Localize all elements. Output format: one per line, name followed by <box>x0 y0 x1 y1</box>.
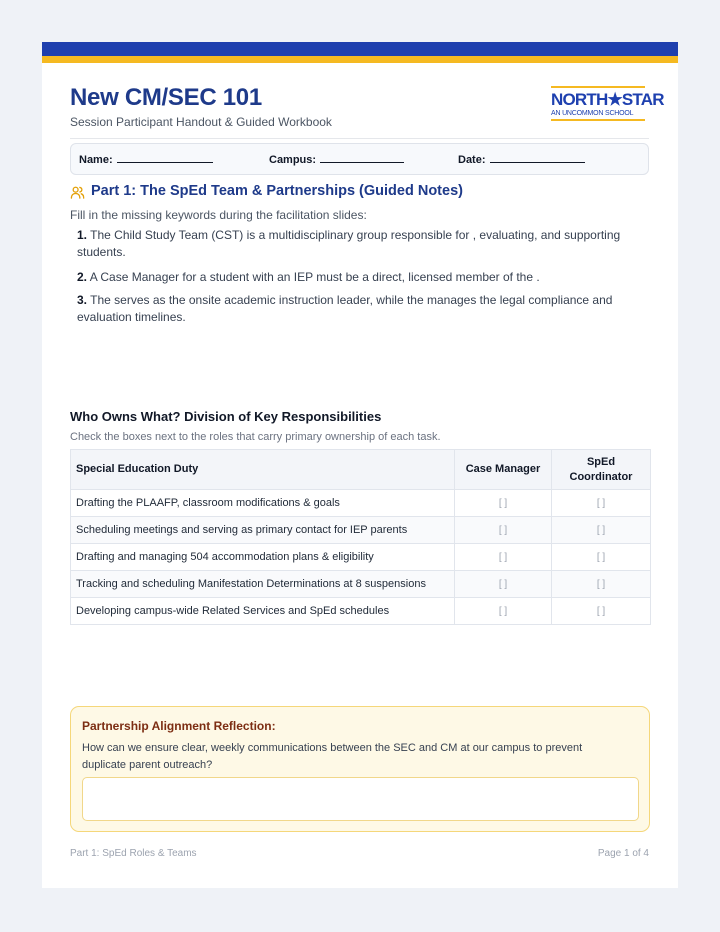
participant-info-box <box>70 143 649 175</box>
duty-cell: Scheduling meetings and serving as primary contact for IEP parents <box>71 517 455 544</box>
case-manager-checkbox[interactable]: [ ] <box>455 490 552 517</box>
coordinator-checkbox[interactable]: [ ] <box>552 490 651 517</box>
logo-top-rule <box>551 86 645 88</box>
fill-in-instructions: Fill in the missing keywords during the facilitation slides: <box>70 208 367 222</box>
logo-tagline: AN UNCOMMON SCHOOL <box>551 110 634 117</box>
logo-wordmark: NORTH★STAR <box>551 90 664 109</box>
coordinator-checkbox[interactable]: [ ] <box>552 598 651 625</box>
note-text: The serves as the onsite academic instruction leader, while the manages the legal compliance and evaluation timelines. <box>77 293 613 324</box>
duty-cell: Developing campus-wide Related Services and SpEd schedules <box>71 598 455 625</box>
case-manager-checkbox[interactable]: [ ] <box>455 598 552 625</box>
table-row <box>71 598 651 625</box>
note-number: 3. <box>77 293 88 307</box>
handout-page <box>42 42 678 888</box>
header-divider <box>70 138 649 139</box>
case-manager-checkbox[interactable]: [ ] <box>455 544 552 571</box>
header-yellow-bar <box>42 56 678 63</box>
guided-note-2 <box>77 269 642 286</box>
case-manager-checkbox[interactable]: [ ] <box>455 517 552 544</box>
reflection-question: How can we ensure clear, weekly communications between the SEC and CM at our campus to prevent duplicate parent outreach? <box>82 742 583 771</box>
campus-label: Campus: <box>269 154 317 166</box>
page-subtitle: Session Participant Handout & Guided Workbook <box>70 115 332 129</box>
coordinator-checkbox[interactable]: [ ] <box>552 517 651 544</box>
responsibilities-table <box>70 449 651 625</box>
reflection-answer-field[interactable] <box>82 777 639 821</box>
date-label: Date: <box>458 154 486 166</box>
reflection-box <box>70 706 650 832</box>
date-blank-line[interactable] <box>490 153 585 163</box>
duty-cell: Drafting and managing 504 accommodation plans & eligibility <box>71 544 455 571</box>
footer-section-label: Part 1: SpEd Roles & Teams <box>70 848 197 859</box>
duty-cell: Drafting the PLAAFP, classroom modifications & goals <box>71 490 455 517</box>
column-header-sped-coordinator: SpEd Coordinator <box>552 450 651 490</box>
note-number: 2. <box>77 270 88 284</box>
date-field[interactable] <box>458 153 585 166</box>
reflection-title: Partnership Alignment Reflection: <box>82 719 276 733</box>
note-number: 1. <box>77 228 88 242</box>
name-blank-line[interactable] <box>117 153 213 163</box>
responsibilities-title: Who Owns What? Division of Key Responsibilities <box>70 409 382 424</box>
name-field[interactable] <box>79 153 213 166</box>
north-star-logo <box>551 86 664 120</box>
campus-blank-line[interactable] <box>320 153 404 163</box>
footer-page-number: Page 1 of 4 <box>597 848 649 859</box>
table-row <box>71 517 651 544</box>
column-header-duty: Special Education Duty <box>71 450 455 490</box>
note-text: The Child Study Team (CST) is a multidisciplinary group responsible for , evaluating, and supporting students. <box>77 228 621 259</box>
table-row <box>71 544 651 571</box>
note-text: A Case Manager for a student with an IEP must be a direct, licensed member of the . <box>89 270 540 284</box>
page-title: New CM/SEC 101 <box>70 84 262 111</box>
table-row <box>71 490 651 517</box>
responsibilities-subtitle: Check the boxes next to the roles that carry primary ownership of each task. <box>70 431 441 443</box>
campus-field[interactable] <box>269 153 404 166</box>
header-blue-bar <box>42 42 678 56</box>
coordinator-checkbox[interactable]: [ ] <box>552 544 651 571</box>
column-header-case-manager: Case Manager <box>455 450 552 490</box>
guided-note-1 <box>77 227 642 261</box>
duty-cell: Tracking and scheduling Manifestation Determinations at 8 suspensions <box>71 571 455 598</box>
users-icon <box>70 185 85 200</box>
coordinator-checkbox[interactable]: [ ] <box>552 571 651 598</box>
table-row <box>71 571 651 598</box>
guided-note-3 <box>77 292 642 326</box>
case-manager-checkbox[interactable]: [ ] <box>455 571 552 598</box>
name-label: Name: <box>79 154 113 166</box>
part1-title: Part 1: The SpEd Team & Partnerships (Guided Notes) <box>91 183 463 199</box>
logo-bottom-rule <box>551 119 645 121</box>
table-header-row <box>71 450 651 490</box>
